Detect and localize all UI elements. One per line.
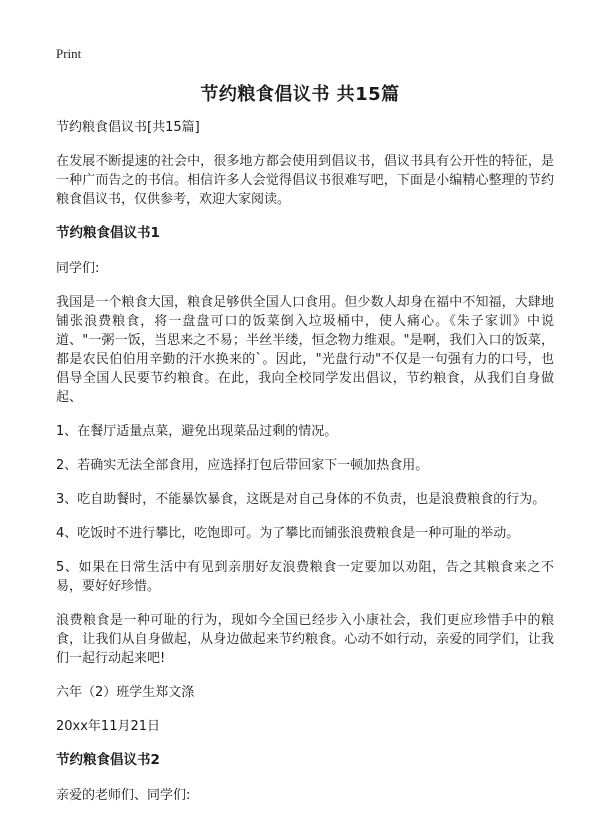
intro-subtitle: 节约粮食倡议书[共15篇]	[56, 120, 200, 135]
page-title: 节约粮食倡议书 共15篇	[200, 84, 400, 105]
section-1-date: 20xx年11月21日	[56, 719, 161, 734]
document-body	[56, 118, 554, 820]
section-1-body: 我国是一个粮食大国，粮食足够供全国人口食用。但少数人却身在福中不知福，大肆地铺张浪费粮食，将一盘盘可口的饭菜倒入垃圾桶中，使人痛心。《朱子家训》中说道、"一粥一饭，当思来之不易；半丝半缕，恒念物力维艰。"是啊，我们入口的饭菜，都是农民伯伯用辛勤的汗水换来的`。因此，"光盘行动"不仅是一句强有力的口号，也倡导全国人民要节约粮食。在此，我向全校同学发出倡议，节约粮食，从我们自身做起、	[56, 295, 554, 405]
list-item: 3、吃自助餐时，不能暴饮暴食，这既是对自己身体的不负责，也是浪费粮食的行为。	[56, 492, 546, 507]
list-item: 5、如果在日常生活中有见到亲朋好友浪费粮食一定要加以劝阻，告之其粮食来之不易，要好好珍惜。	[56, 560, 554, 594]
print-link[interactable]: Print	[56, 46, 82, 61]
intro-paragraph: 在发展不断提速的社会中，很多地方都会使用到倡议书，倡议书具有公开性的特征，是一种广而告之的书信。相信许多人会觉得倡议书很难写吧，下面是小编精心整理的节约粮食倡议书，仅供参考，欢迎大家阅读。	[56, 154, 554, 207]
section-2-heading: 节约粮食倡议书2	[56, 752, 160, 768]
list-item: 2、若确实无法全部食用，应选择打包后带回家下一顿加热食用。	[56, 458, 429, 473]
section-1-closing: 浪费粮食是一种可耻的行为，现如今全国已经步入小康社会，我们更应珍惜手中的粮食，让我们从自身做起，从身边做起来节约粮食。心动不如行动，亲爱的同学们，让我们一起行动起来吧!	[56, 613, 554, 666]
section-1-heading: 节约粮食倡议书1	[56, 225, 160, 241]
section-1-greeting: 同学们:	[56, 261, 100, 276]
section-1-signature: 六年（2）班学生郑文涤	[56, 685, 195, 700]
section-2-greeting: 亲爱的老师们、同学们:	[56, 788, 191, 803]
list-item: 4、吃饭时不进行攀比，吃饱即可。为了攀比而铺张浪费粮食是一种可耻的举动。	[56, 526, 520, 541]
list-item: 1、在餐厅适量点菜，避免出现菜品过剩的情况。	[56, 424, 338, 439]
